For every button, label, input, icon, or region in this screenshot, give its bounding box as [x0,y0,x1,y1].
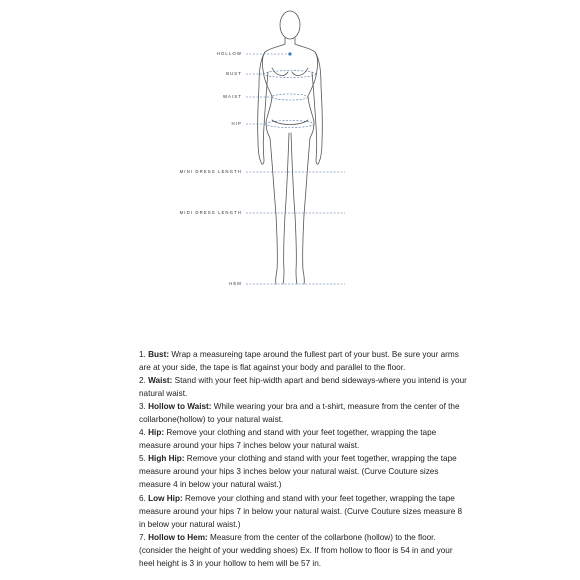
step-number: 7. [139,532,146,542]
label-hollow: HOLLOW [216,51,242,56]
hip-guide-ring [266,121,314,128]
hollow-marker [288,52,291,55]
instruction-waist [139,374,469,400]
step-title: Hip: [148,428,165,438]
instruction-hollow-to-waist [139,400,469,426]
instruction-hollow-to-hem [139,531,469,570]
waist-guide-ring [272,94,308,100]
bust-guide-ring [264,71,316,78]
step-title: High Hip: [148,454,185,464]
step-number: 1. [139,350,146,359]
step-title: Low Hip: [148,493,183,503]
measurement-guides [246,54,345,284]
bust-detail [272,68,308,75]
step-title: Waist: [148,376,173,386]
step-number: 2. [139,376,146,386]
step-text: Remove your clothing and stand with your feet together, wrapping the tape measure around your hips 7 inches below your natural waist. [139,428,437,451]
label-hem: HEM [229,281,242,286]
measurement-instructions [139,348,469,570]
step-text: Remove your clothing and stand with your feet together, wrapping the tape measure around your hips 3 inches below your natural waist. (Curve Couture sizes measure 4 in below your natural waist.) [139,454,457,490]
label-waist: WAIST [223,94,242,99]
instruction-high-hip [139,452,469,491]
head-outline [280,11,300,39]
instruction-bust [139,348,469,374]
step-title: Bust: [148,350,170,359]
label-hip: HIP [231,121,242,126]
step-text: Wrap a measureing tape around the fullest part of your bust. Be sure your arms are at your side, the tape is flat against your body and parallel to the floor. [139,350,459,373]
step-text: While wearing your bra and a t-shirt, measure from the center of the collarbone(hollow) to your natural waist. [139,402,460,425]
step-number: 3. [139,402,146,412]
step-title: Hollow to Waist: [148,402,212,412]
torso-outline [262,44,317,138]
step-text: Stand with your feet hip-width apart and bend sideways-where you intend is your natural waist. [139,376,467,399]
label-mini-dress-length: MINI DRESS LENGTH [179,169,242,174]
step-number: 4. [139,428,146,438]
legs-outline [270,133,310,284]
body-outline [258,11,323,284]
step-title: Hollow to Hem: [148,532,208,542]
label-bust: BUST [226,71,242,76]
step-number: 6. [139,493,146,503]
step-text: Remove your clothing and stand with your feet together, wrapping the tape measure around your hips 7 in below your natural waist. (Curve Couture sizes measure 8 in below your natural waist.) [139,493,463,529]
step-text: Measure from the center of the collarbone (hollow) to the floor. (consider the height of your wedding shoes) Ex. If from hollow to floor is 54 in and your heel height is 3 in your hollow to hem will be 57 in. [139,532,453,568]
instruction-hip [139,426,469,452]
step-number: 5. [139,454,146,464]
label-midi-dress-length: MIDI DRESS LENGTH [179,210,242,215]
instruction-low-hip [139,492,469,531]
